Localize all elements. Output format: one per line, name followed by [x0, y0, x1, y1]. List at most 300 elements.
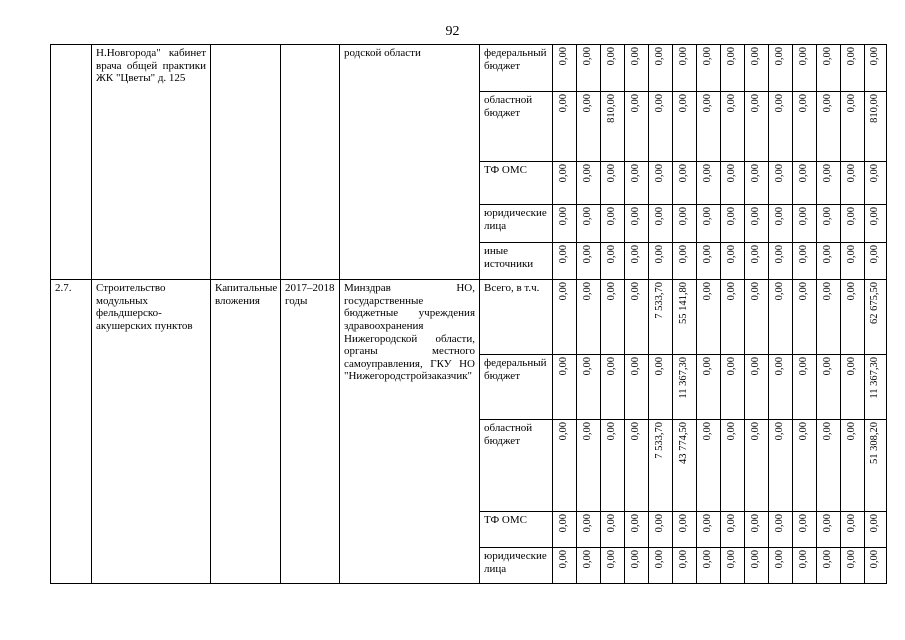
amount-cell: [697, 420, 721, 512]
amount-cell: [769, 162, 793, 205]
amount-cell: [673, 45, 697, 92]
amount-cell: [769, 243, 793, 280]
amount-cell: [649, 162, 673, 205]
amount-value: 0,00: [726, 282, 738, 301]
amount-value: 0,00: [846, 357, 858, 376]
amount-value: 0,00: [798, 514, 810, 533]
amount-cell: [865, 45, 887, 92]
amount-value: 0,00: [822, 282, 834, 301]
amount-cell: [625, 420, 649, 512]
amount-cell: [721, 92, 745, 162]
amount-cell: [649, 45, 673, 92]
amount-value: 810,00: [869, 94, 881, 123]
amount-value: 0,00: [798, 164, 810, 183]
funding-source-label: Всего, в т.ч.: [484, 282, 540, 294]
amount-cell: [865, 420, 887, 512]
amount-value: 0,00: [846, 550, 858, 569]
funding-source-cell: [480, 205, 553, 243]
amount-cell: [721, 162, 745, 205]
amount-value: 0,00: [582, 207, 594, 226]
funding-source-label: областной бюджет: [484, 94, 533, 119]
amount-cell: [841, 512, 865, 548]
table-row: [51, 45, 887, 92]
amount-cell: [697, 205, 721, 243]
amount-cell: [769, 512, 793, 548]
amount-value: 0,00: [846, 514, 858, 533]
amount-value: 0,00: [678, 164, 690, 183]
amount-value: 0,00: [582, 47, 594, 66]
amount-cell: [625, 205, 649, 243]
amount-value: 0,00: [582, 245, 594, 264]
funding-source-label: юридические лица: [484, 207, 547, 232]
amount-value: 0,00: [702, 94, 714, 113]
amount-cell: [553, 280, 577, 355]
amount-value: 0,00: [846, 422, 858, 441]
amount-cell: [793, 280, 817, 355]
amount-cell: [721, 355, 745, 420]
amount-cell: [817, 205, 841, 243]
amount-value: 0,00: [654, 94, 666, 113]
amount-cell: [553, 420, 577, 512]
amount-cell: [793, 45, 817, 92]
amount-value: 0,00: [654, 207, 666, 226]
amount-cell: [601, 355, 625, 420]
amount-value: 0,00: [846, 282, 858, 301]
amount-cell: [841, 45, 865, 92]
funding-source-label: ТФ ОМС: [484, 164, 527, 176]
amount-cell: [697, 45, 721, 92]
amount-cell: [697, 280, 721, 355]
amount-cell: [601, 512, 625, 548]
amount-cell: [841, 420, 865, 512]
amount-value: 0,00: [558, 245, 570, 264]
amount-value: 0,00: [798, 47, 810, 66]
period-cell: 2017–2018 годы: [281, 280, 340, 584]
amount-cell: [793, 205, 817, 243]
amount-cell: [673, 420, 697, 512]
amount-value: 0,00: [558, 514, 570, 533]
amount-value: 0,00: [774, 164, 786, 183]
amount-cell: [697, 162, 721, 205]
amount-value: 0,00: [774, 94, 786, 113]
amount-cell: [577, 548, 601, 584]
amount-cell: [793, 548, 817, 584]
amount-cell: [817, 45, 841, 92]
amount-value: 0,00: [630, 164, 642, 183]
amount-value: 0,00: [822, 94, 834, 113]
amount-cell: [769, 548, 793, 584]
amount-cell: [553, 205, 577, 243]
amount-cell: [793, 162, 817, 205]
amount-value: 0,00: [654, 47, 666, 66]
amount-value: 0,00: [774, 550, 786, 569]
amount-cell: [745, 92, 769, 162]
amount-cell: [865, 205, 887, 243]
amount-cell: [601, 280, 625, 355]
amount-value: 0,00: [630, 282, 642, 301]
table-row: [51, 280, 887, 355]
amount-cell: [817, 243, 841, 280]
amount-value: 0,00: [798, 282, 810, 301]
amount-value: 0,00: [774, 245, 786, 264]
amount-value: 0,00: [822, 245, 834, 264]
amount-value: 0,00: [558, 94, 570, 113]
amount-value: 0,00: [750, 94, 762, 113]
amount-cell: [745, 243, 769, 280]
amount-cell: [577, 280, 601, 355]
amount-value: 0,00: [750, 357, 762, 376]
amount-value: 0,00: [558, 47, 570, 66]
amount-value: 0,00: [846, 164, 858, 183]
amount-value: 0,00: [654, 514, 666, 533]
executor-cell: Минздрав НО, государственные бюджетные учреждения здравоохранения Нижегородской области, органы местного самоуправления, ГКУ НО "Нижегородстройзаказчик": [340, 280, 480, 584]
amount-cell: [673, 243, 697, 280]
amount-cell: [769, 205, 793, 243]
amount-value: 0,00: [630, 245, 642, 264]
amount-value: 0,00: [654, 357, 666, 376]
amount-cell: [649, 205, 673, 243]
amount-value: 0,00: [774, 514, 786, 533]
amount-cell: [697, 243, 721, 280]
amount-value: 0,00: [606, 164, 618, 183]
funding-source-label: областной бюджет: [484, 422, 533, 447]
amount-value: 0,00: [798, 550, 810, 569]
amount-value: 0,00: [558, 422, 570, 441]
amount-cell: [601, 92, 625, 162]
amount-value: 0,00: [678, 514, 690, 533]
funding-source-cell: [480, 162, 553, 205]
amount-cell: [577, 92, 601, 162]
amount-value: 0,00: [750, 422, 762, 441]
amount-value: 0,00: [726, 514, 738, 533]
amount-value: 0,00: [726, 164, 738, 183]
item-number-cell: [51, 45, 92, 280]
amount-cell: [817, 420, 841, 512]
amount-cell: [865, 162, 887, 205]
funding-source-cell: [480, 548, 553, 584]
amount-value: 0,00: [606, 47, 618, 66]
amount-value: 0,00: [582, 282, 594, 301]
amount-cell: [625, 280, 649, 355]
amount-value: 0,00: [702, 164, 714, 183]
amount-value: 0,00: [606, 282, 618, 301]
amount-cell: [817, 280, 841, 355]
amount-cell: [673, 92, 697, 162]
amount-cell: [841, 280, 865, 355]
amount-value: 0,00: [726, 245, 738, 264]
amount-value: 0,00: [798, 94, 810, 113]
amount-cell: [721, 420, 745, 512]
amount-value: 0,00: [822, 207, 834, 226]
amount-value: 7 533,70: [654, 282, 666, 319]
amount-value: 0,00: [558, 282, 570, 301]
amount-cell: [577, 162, 601, 205]
amount-cell: [601, 420, 625, 512]
funding-source-cell: [480, 355, 553, 420]
amount-value: 0,00: [822, 164, 834, 183]
amount-cell: [553, 512, 577, 548]
amount-value: 0,00: [606, 422, 618, 441]
item-name-cell: Н.Новгорода" кабинет врача общей практики ЖК "Цветы" д. 125: [92, 45, 211, 280]
funding-source-cell: [480, 512, 553, 548]
page-number: 92: [445, 24, 460, 39]
amount-value: 0,00: [630, 550, 642, 569]
funding-source-cell: [480, 280, 553, 355]
funding-source-cell: [480, 243, 553, 280]
funding-source-label: федеральный бюджет: [484, 357, 547, 382]
amount-cell: [577, 512, 601, 548]
amount-cell: [817, 548, 841, 584]
amount-cell: [745, 355, 769, 420]
amount-cell: [865, 548, 887, 584]
amount-value: 0,00: [630, 422, 642, 441]
budget-table: [50, 44, 887, 584]
amount-cell: [745, 205, 769, 243]
amount-cell: [793, 355, 817, 420]
amount-value: 0,00: [702, 514, 714, 533]
amount-cell: [817, 355, 841, 420]
amount-cell: [697, 548, 721, 584]
amount-cell: [721, 45, 745, 92]
amount-cell: [841, 162, 865, 205]
amount-value: 0,00: [774, 47, 786, 66]
amount-cell: [577, 45, 601, 92]
amount-cell: [697, 512, 721, 548]
amount-value: 0,00: [558, 207, 570, 226]
amount-cell: [769, 45, 793, 92]
amount-value: 0,00: [630, 47, 642, 66]
amount-value: 0,00: [582, 164, 594, 183]
amount-value: 0,00: [582, 357, 594, 376]
funding-source-label: иные источники: [484, 245, 534, 270]
amount-cell: [553, 548, 577, 584]
amount-cell: [673, 355, 697, 420]
amount-cell: [625, 92, 649, 162]
amount-value: 0,00: [582, 550, 594, 569]
amount-cell: [697, 355, 721, 420]
amount-cell: [601, 45, 625, 92]
amount-cell: [793, 92, 817, 162]
amount-value: 0,00: [774, 282, 786, 301]
amount-cell: [649, 355, 673, 420]
amount-cell: [793, 243, 817, 280]
amount-value: 55 141,80: [678, 282, 690, 324]
amount-value: 0,00: [702, 422, 714, 441]
amount-value: 0,00: [630, 207, 642, 226]
amount-cell: [601, 243, 625, 280]
amount-value: 0,00: [702, 207, 714, 226]
amount-cell: [865, 355, 887, 420]
amount-cell: [841, 355, 865, 420]
amount-value: 0,00: [822, 47, 834, 66]
amount-value: 51 308,20: [869, 422, 881, 464]
amount-cell: [769, 355, 793, 420]
amount-value: 0,00: [869, 207, 881, 226]
amount-cell: [625, 512, 649, 548]
amount-value: 0,00: [822, 514, 834, 533]
amount-cell: [649, 243, 673, 280]
amount-cell: [625, 45, 649, 92]
amount-cell: [865, 243, 887, 280]
amount-cell: [817, 512, 841, 548]
funding-source-label: юридические лица: [484, 550, 547, 575]
amount-cell: [745, 548, 769, 584]
amount-value: 0,00: [869, 164, 881, 183]
amount-cell: [601, 548, 625, 584]
amount-value: 0,00: [869, 550, 881, 569]
expense-kind-cell: Капитальные вложения: [211, 280, 281, 584]
amount-cell: [601, 205, 625, 243]
amount-value: 0,00: [869, 47, 881, 66]
amount-cell: [673, 280, 697, 355]
amount-cell: [553, 92, 577, 162]
amount-cell: [649, 92, 673, 162]
amount-value: 0,00: [654, 550, 666, 569]
funding-source-label: федеральный бюджет: [484, 47, 547, 72]
amount-value: 0,00: [702, 245, 714, 264]
table-body: [51, 45, 887, 584]
amount-cell: [649, 420, 673, 512]
amount-cell: [577, 205, 601, 243]
expense-kind-cell: [211, 45, 281, 280]
amount-cell: [577, 420, 601, 512]
amount-value: 0,00: [774, 207, 786, 226]
amount-cell: [553, 243, 577, 280]
amount-value: 0,00: [846, 245, 858, 264]
amount-value: 0,00: [630, 514, 642, 533]
amount-value: 0,00: [654, 164, 666, 183]
amount-cell: [817, 92, 841, 162]
amount-cell: [769, 92, 793, 162]
amount-value: 0,00: [678, 94, 690, 113]
amount-value: 0,00: [630, 357, 642, 376]
period-cell: [281, 45, 340, 280]
amount-value: 0,00: [750, 245, 762, 264]
amount-value: 0,00: [750, 164, 762, 183]
amount-cell: [673, 162, 697, 205]
amount-value: 0,00: [726, 94, 738, 113]
amount-cell: [577, 243, 601, 280]
amount-cell: [841, 548, 865, 584]
amount-value: 0,00: [630, 94, 642, 113]
amount-cell: [793, 420, 817, 512]
amount-value: 0,00: [678, 245, 690, 264]
amount-cell: [793, 512, 817, 548]
amount-value: 0,00: [702, 47, 714, 66]
amount-value: 0,00: [606, 357, 618, 376]
amount-cell: [625, 355, 649, 420]
amount-cell: [865, 512, 887, 548]
amount-value: 0,00: [726, 357, 738, 376]
amount-cell: [649, 548, 673, 584]
amount-value: 0,00: [678, 550, 690, 569]
amount-cell: [769, 280, 793, 355]
funding-source-cell: [480, 420, 553, 512]
amount-value: 0,00: [750, 514, 762, 533]
amount-value: 7 533,70: [654, 422, 666, 459]
amount-value: 0,00: [846, 207, 858, 226]
amount-value: 11 367,30: [678, 357, 690, 399]
amount-value: 0,00: [750, 550, 762, 569]
amount-cell: [601, 162, 625, 205]
amount-value: 43 774,50: [678, 422, 690, 464]
amount-value: 0,00: [606, 245, 618, 264]
amount-value: 0,00: [822, 357, 834, 376]
amount-value: 0,00: [606, 514, 618, 533]
amount-cell: [769, 420, 793, 512]
amount-cell: [553, 162, 577, 205]
item-name-cell: Строительство модульных фельдшерско-акушерских пунктов: [92, 280, 211, 584]
amount-value: 0,00: [726, 550, 738, 569]
amount-value: 810,00: [606, 94, 618, 123]
amount-value: 0,00: [678, 47, 690, 66]
amount-value: 0,00: [558, 357, 570, 376]
amount-value: 0,00: [869, 514, 881, 533]
amount-value: 0,00: [606, 550, 618, 569]
amount-cell: [745, 280, 769, 355]
amount-value: 0,00: [774, 357, 786, 376]
amount-cell: [673, 205, 697, 243]
amount-value: 0,00: [798, 245, 810, 264]
amount-cell: [721, 243, 745, 280]
amount-cell: [841, 243, 865, 280]
amount-value: 0,00: [678, 207, 690, 226]
amount-value: 0,00: [798, 422, 810, 441]
amount-cell: [697, 92, 721, 162]
amount-cell: [625, 243, 649, 280]
amount-cell: [745, 45, 769, 92]
amount-cell: [673, 512, 697, 548]
amount-value: 0,00: [702, 282, 714, 301]
item-number-cell: 2.7.: [51, 280, 92, 584]
amount-cell: [625, 162, 649, 205]
amount-cell: [865, 280, 887, 355]
amount-value: 0,00: [750, 207, 762, 226]
amount-cell: [721, 280, 745, 355]
amount-cell: [553, 45, 577, 92]
amount-cell: [817, 162, 841, 205]
amount-cell: [745, 512, 769, 548]
amount-value: 0,00: [558, 164, 570, 183]
amount-value: 62 675,50: [869, 282, 881, 324]
amount-value: 0,00: [582, 422, 594, 441]
amount-cell: [721, 548, 745, 584]
amount-cell: [721, 205, 745, 243]
amount-cell: [577, 355, 601, 420]
amount-cell: [865, 92, 887, 162]
amount-value: 0,00: [702, 357, 714, 376]
amount-value: 0,00: [582, 94, 594, 113]
amount-cell: [673, 548, 697, 584]
amount-value: 0,00: [750, 47, 762, 66]
amount-value: 0,00: [798, 357, 810, 376]
amount-value: 0,00: [558, 550, 570, 569]
funding-source-label: ТФ ОМС: [484, 514, 527, 526]
amount-cell: [649, 512, 673, 548]
amount-cell: [721, 512, 745, 548]
funding-source-cell: [480, 45, 553, 92]
executor-cell: родской области: [340, 45, 480, 280]
amount-value: 0,00: [774, 422, 786, 441]
amount-value: 0,00: [606, 207, 618, 226]
amount-cell: [745, 162, 769, 205]
amount-value: 0,00: [822, 550, 834, 569]
amount-value: 0,00: [726, 207, 738, 226]
amount-cell: [841, 205, 865, 243]
amount-value: 0,00: [750, 282, 762, 301]
amount-value: 0,00: [798, 207, 810, 226]
amount-cell: [553, 355, 577, 420]
